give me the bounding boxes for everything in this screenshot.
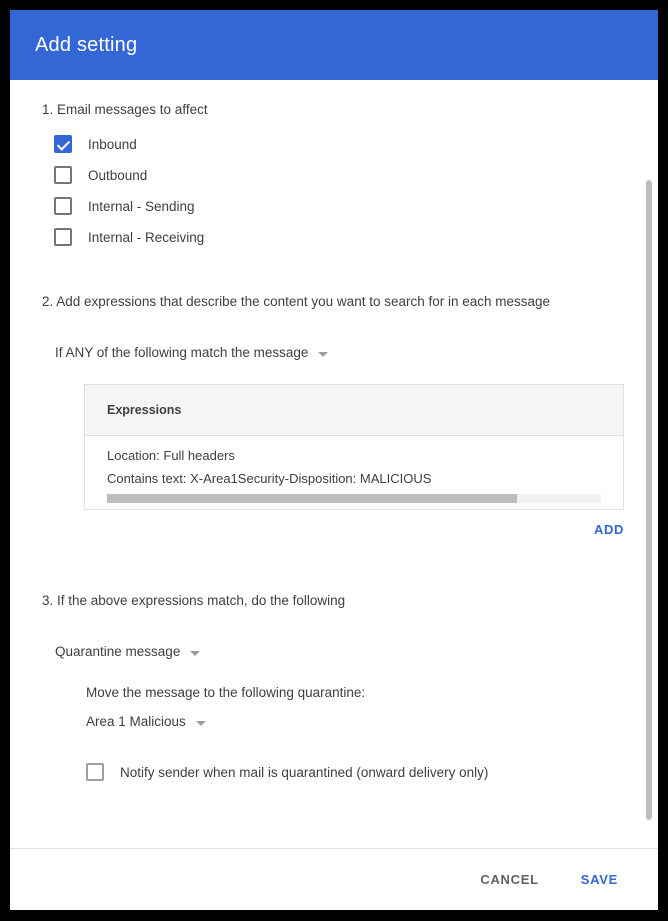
checkbox-outbound[interactable] (54, 166, 72, 184)
notify-sender-row[interactable] (86, 763, 628, 781)
add-setting-dialog (10, 10, 658, 910)
match-condition-dropdown[interactable] (55, 345, 328, 360)
checkbox-row-internal-receiving[interactable] (54, 228, 628, 246)
expression-item[interactable]: Contains text: X-Area1Security-Disposition: MALICIOUS (107, 471, 432, 486)
dialog-header (10, 10, 658, 80)
chevron-down-icon (190, 651, 200, 656)
quarantine-dropdown-value: Area 1 Malicious (86, 714, 186, 729)
action-dropdown-value: Quarantine message (55, 644, 181, 659)
checkbox-label-notify-sender: Notify sender when mail is quarantined (onward delivery only) (120, 764, 489, 780)
expressions-list (85, 436, 623, 509)
checkbox-internal-receiving[interactable] (54, 228, 72, 246)
match-condition-value: If ANY of the following match the message (55, 345, 309, 360)
add-expression-button[interactable]: ADD (594, 522, 624, 537)
expressions-scrollbar-thumb[interactable] (107, 494, 517, 503)
checkbox-label-internal-receiving: Internal - Receiving (88, 229, 205, 245)
cancel-button[interactable]: CANCEL (466, 862, 552, 897)
dialog-scrollbar[interactable] (649, 80, 655, 848)
checkbox-inbound[interactable] (54, 135, 72, 153)
quarantine-note: Move the message to the following quarantine: (86, 685, 366, 700)
expression-item[interactable]: Location: Full headers (107, 448, 235, 463)
checkbox-label-inbound: Inbound (88, 136, 137, 152)
section-1-label: 1. Email messages to affect (42, 102, 208, 117)
dialog-body (10, 80, 658, 848)
dialog-footer (10, 848, 658, 910)
expressions-horizontal-scrollbar[interactable] (107, 494, 601, 503)
checkbox-row-inbound[interactable] (54, 135, 628, 153)
chevron-down-icon (196, 721, 206, 726)
section-2 (42, 294, 628, 537)
save-button[interactable]: SAVE (567, 862, 632, 897)
section-3-label: 3. If the above expressions match, do the following (42, 593, 346, 608)
checkbox-notify-sender[interactable] (86, 763, 104, 781)
checkbox-internal-sending[interactable] (54, 197, 72, 215)
checkbox-label-outbound: Outbound (88, 167, 148, 183)
expressions-panel (84, 384, 624, 510)
checkbox-label-internal-sending: Internal - Sending (88, 198, 195, 214)
checkbox-row-outbound[interactable] (54, 166, 628, 184)
action-dropdown[interactable] (55, 644, 200, 659)
quarantine-dropdown[interactable] (86, 714, 206, 729)
section-3 (42, 593, 628, 781)
dialog-content (10, 80, 658, 848)
chevron-down-icon (318, 352, 328, 357)
checkbox-row-internal-sending[interactable] (54, 197, 628, 215)
dialog-title: Add setting (35, 33, 138, 56)
dialog-scrollbar-thumb[interactable] (646, 180, 652, 820)
section-2-label: 2. Add expressions that describe the content you want to search for in each message (42, 294, 551, 309)
expressions-header: Expressions (85, 385, 623, 436)
